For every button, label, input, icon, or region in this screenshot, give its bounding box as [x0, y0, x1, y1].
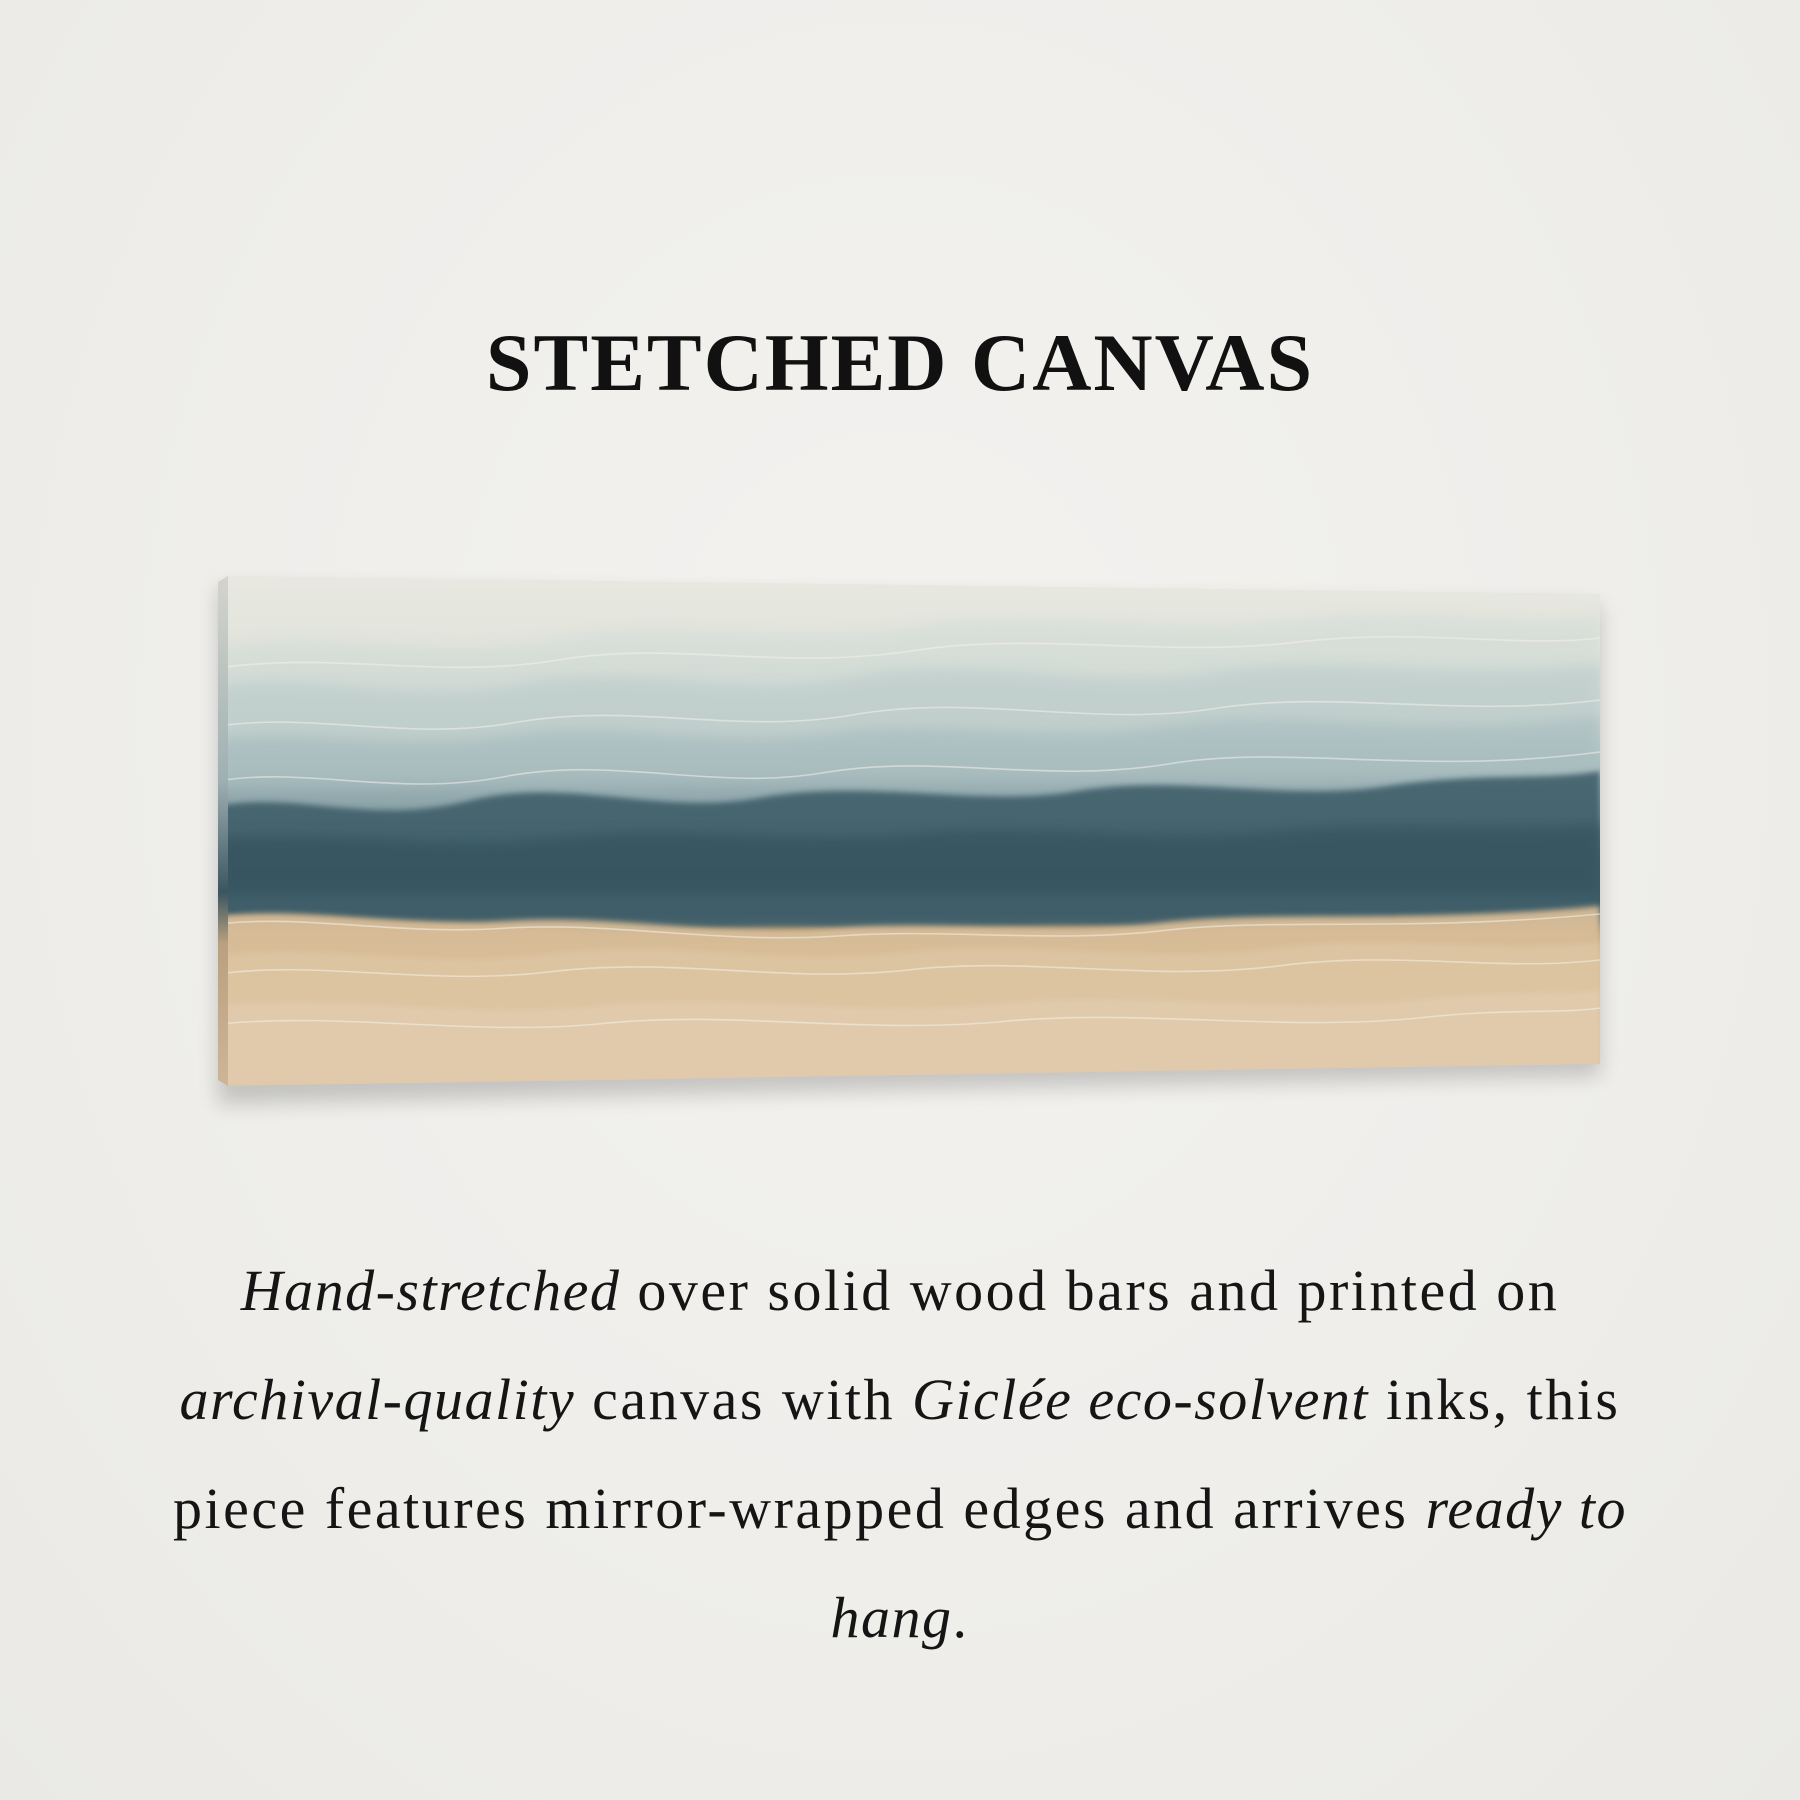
canvas-artwork-image — [218, 576, 1600, 1086]
description-text: inks, this piece features mirror-wrapped edges and arrives — [172, 1367, 1621, 1541]
description-text: over solid wood bars and printed on — [620, 1258, 1560, 1323]
canvas-artwork — [218, 576, 1600, 1086]
description-emphasis: archival-quality — [179, 1367, 576, 1432]
canvas-side-edge — [218, 576, 228, 1086]
canvas-face — [218, 576, 1600, 1086]
description-emphasis: ready to hang — [830, 1476, 1628, 1650]
page-title: STETCHED CANVAS — [485, 317, 1315, 408]
description-text: . — [952, 1585, 970, 1650]
product-description — [150, 1236, 1650, 1672]
description-emphasis: Giclée eco-solvent — [912, 1367, 1369, 1432]
description-text: canvas with — [575, 1367, 913, 1432]
description-emphasis: Hand-stretched — [240, 1258, 621, 1323]
